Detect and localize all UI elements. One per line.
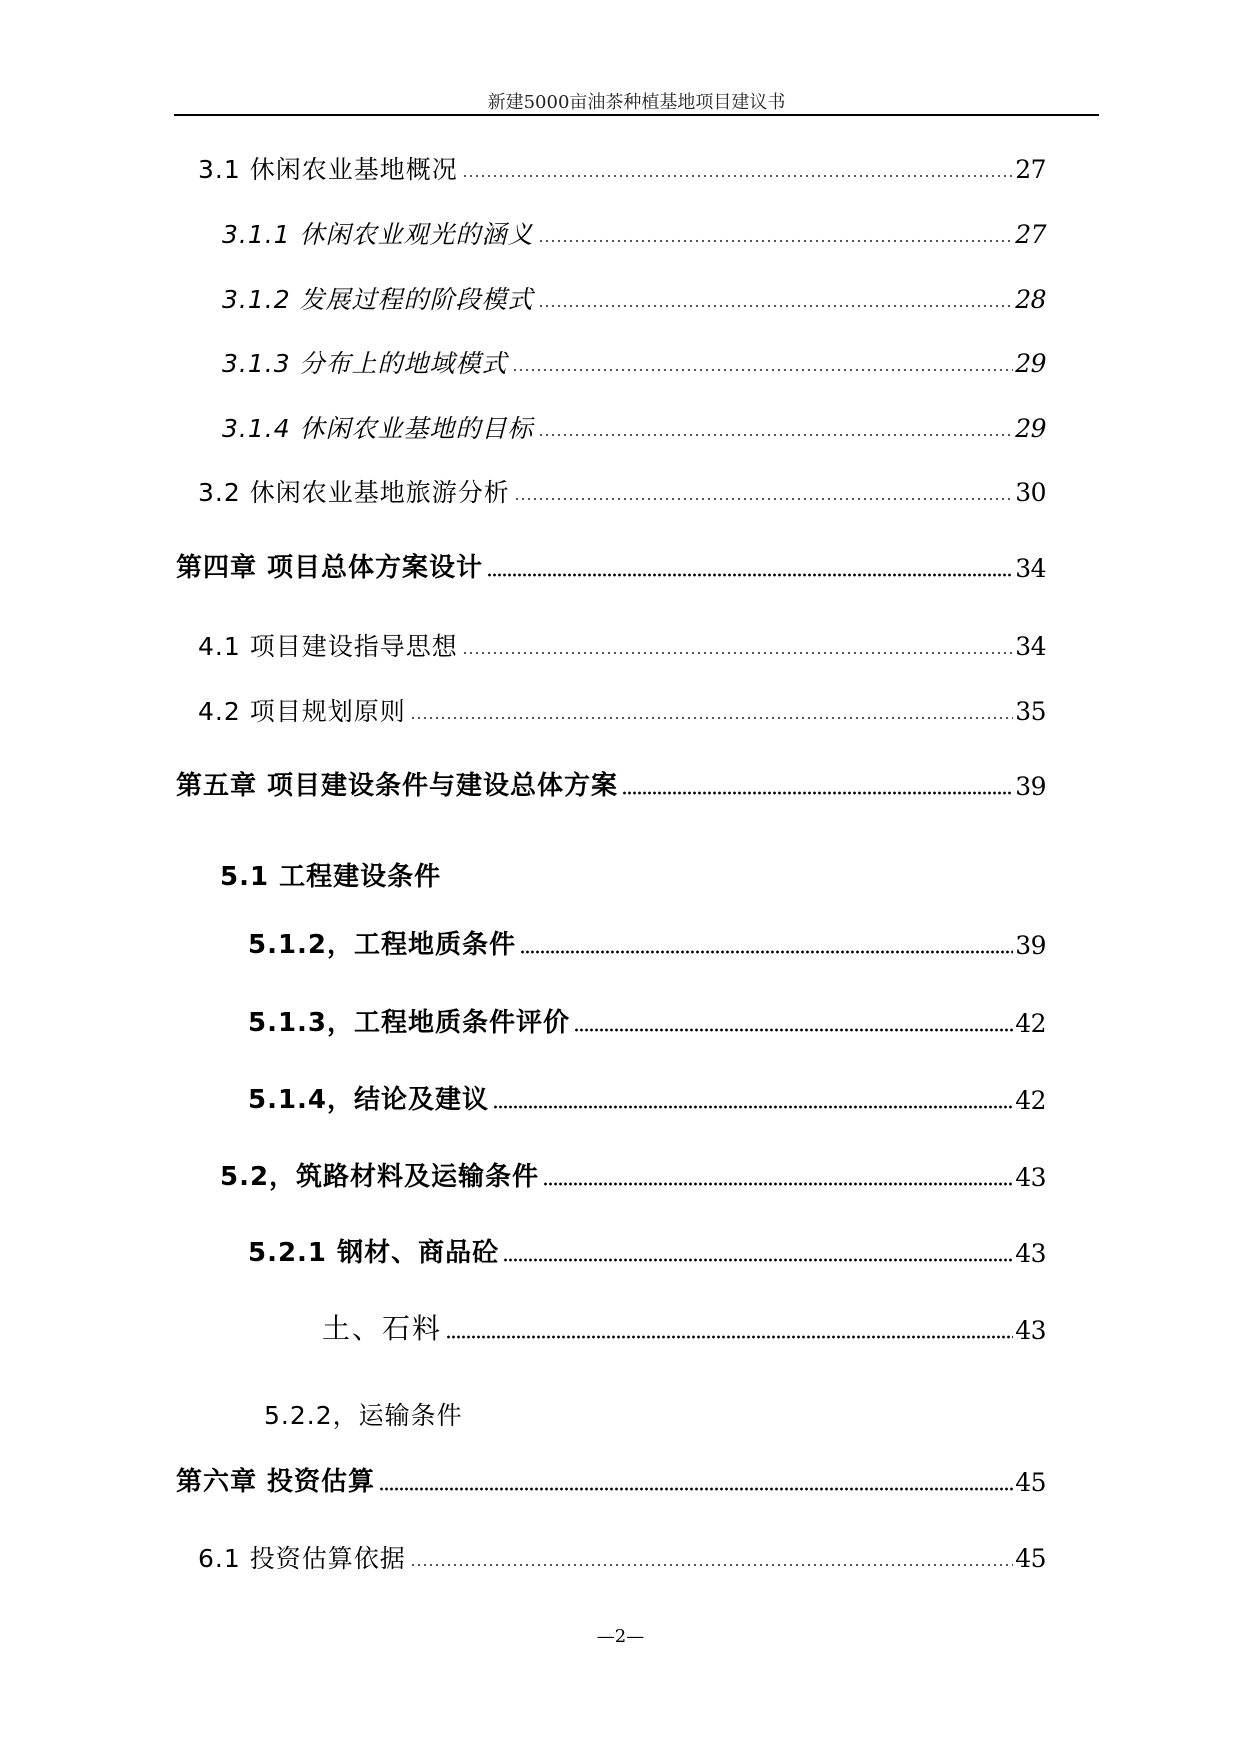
page-number: —2— [596, 1626, 645, 1647]
toc-chapter-entry[interactable] [176, 759, 1046, 799]
toc-page-number: 29 [1015, 349, 1046, 378]
dot-leader [512, 362, 1014, 372]
toc-entry-title: 土、石料 [322, 1312, 443, 1345]
toc-entry-title: 4.1 项目建设指导思想 [198, 632, 458, 661]
toc-entry-title: 3.1.4 休闲农业基地的目标 [222, 414, 534, 443]
dot-leader [493, 1099, 1013, 1109]
toc-page-number: 39 [1015, 772, 1046, 801]
dot-leader [462, 168, 1013, 178]
toc-entry[interactable] [198, 619, 1046, 659]
running-header: 新建5000亩油茶种植基地项目建议书 [487, 92, 786, 113]
dot-leader [446, 1329, 1013, 1339]
toc-page-number: 34 [1015, 554, 1046, 583]
dot-leader [543, 1176, 1013, 1186]
toc-page-number: 27 [1015, 220, 1046, 249]
dot-leader [503, 1252, 1013, 1262]
dot-leader [410, 1557, 1013, 1567]
toc-page-number: 42 [1015, 1086, 1046, 1115]
toc-page-number: 45 [1015, 1544, 1046, 1573]
toc-entry[interactable] [248, 1226, 1046, 1266]
dot-leader [462, 645, 1013, 655]
toc-entry-title: 6.1 投资估算依据 [198, 1544, 406, 1573]
toc-page-number: 45 [1015, 1468, 1046, 1497]
toc-entry-title: 第六章 投资估算 [176, 1467, 376, 1497]
toc-page-number: 43 [1015, 1163, 1046, 1192]
toc-page-number: 27 [1015, 155, 1046, 184]
toc-entry[interactable] [222, 272, 1046, 312]
toc-entry-title: 3.2 休闲农业基地旅游分析 [198, 478, 510, 507]
dot-leader [514, 491, 1013, 501]
dot-leader [487, 567, 1013, 577]
toc-entry-title: 5.1.4，结论及建议 [248, 1085, 490, 1115]
toc-chapter-entry[interactable] [176, 1455, 1046, 1495]
toc-entry-title: 5.2.1 钢材、商品砼 [248, 1238, 500, 1268]
toc-entry-title: 3.1.2 发展过程的阶段模式 [222, 285, 534, 314]
toc-page-number: 28 [1015, 285, 1046, 314]
toc-entry-title: 5.1.3，工程地质条件评价 [248, 1008, 571, 1038]
toc-entry-title: 5.2，筑路材料及运输条件 [220, 1162, 540, 1192]
toc-entry-title: 第五章 项目建设条件与建设总体方案 [176, 771, 619, 801]
toc-entry-title: 第四章 项目总体方案设计 [176, 553, 484, 583]
toc-heading-no-page[interactable]: 5.1 工程建设条件 [220, 862, 442, 892]
toc-entry-title: 3.1 休闲农业基地概况 [198, 155, 458, 184]
toc-entry[interactable] [198, 1531, 1046, 1571]
toc-entry[interactable] [322, 1303, 1046, 1343]
toc-page-number: 30 [1015, 478, 1046, 507]
dot-leader [574, 1022, 1013, 1032]
toc-entry[interactable] [248, 1073, 1046, 1113]
toc-entry-title: 3.1.3 分布上的地域模式 [222, 349, 508, 378]
dot-leader [538, 233, 1014, 243]
toc-entry-title: 4.2 项目规划原则 [198, 697, 406, 726]
toc-entry[interactable] [198, 465, 1046, 505]
toc-page-number: 29 [1015, 414, 1046, 443]
toc-entry[interactable] [222, 207, 1046, 247]
dot-leader [538, 427, 1014, 437]
toc-entry[interactable] [248, 996, 1046, 1036]
toc-page-number: 35 [1015, 697, 1046, 726]
toc-page-number: 43 [1015, 1316, 1046, 1345]
toc-page-number: 43 [1015, 1239, 1046, 1268]
toc-heading-no-page[interactable]: 5.2.2，运输条件 [264, 1401, 463, 1430]
toc-entry[interactable] [220, 1150, 1046, 1190]
toc-entry[interactable] [248, 918, 1046, 958]
header-rule [174, 114, 1099, 116]
toc-chapter-entry[interactable] [176, 541, 1046, 581]
toc-entry-title: 5.1.2，工程地质条件 [248, 930, 517, 960]
toc-entry[interactable] [222, 336, 1046, 376]
toc-entry[interactable] [198, 142, 1046, 182]
toc-entry-title: 3.1.1 休闲农业观光的涵义 [222, 220, 534, 249]
toc-entry[interactable] [222, 401, 1046, 441]
toc-page-number: 39 [1015, 931, 1046, 960]
dot-leader [410, 710, 1013, 720]
dot-leader [379, 1481, 1013, 1491]
dot-leader [520, 944, 1013, 954]
dot-leader [538, 298, 1014, 308]
toc-page-number: 34 [1015, 632, 1046, 661]
dot-leader [622, 785, 1013, 795]
toc-entry[interactable] [198, 684, 1046, 724]
toc-page-number: 42 [1015, 1009, 1046, 1038]
